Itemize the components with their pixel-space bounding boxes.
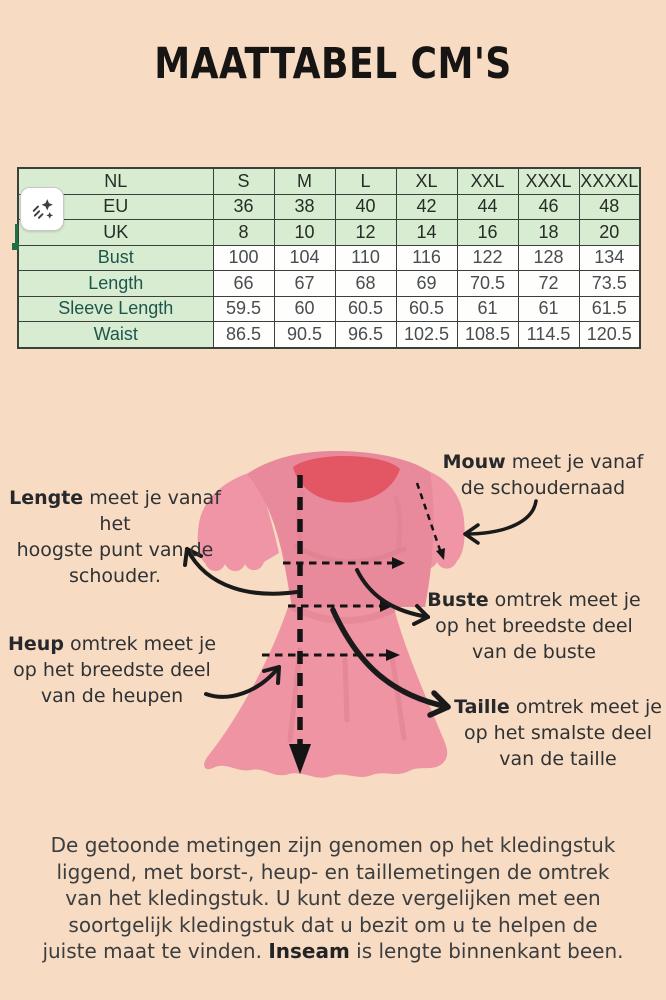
table-row [18,296,640,322]
table-cell: 73.5 [579,271,640,297]
table-cell: 40 [335,194,396,220]
table-cell: 120.5 [579,322,640,348]
annotation-taille [452,694,664,772]
table-cell: 42 [396,194,457,220]
table-cell: S [213,168,274,194]
annotation-line [426,587,642,613]
annotation-term: Mouw [442,451,506,473]
table-cell: M [274,168,335,194]
annotation-line: van de taille [499,748,617,770]
table-cell: 122 [457,245,518,271]
table-cell: 61 [518,296,579,322]
mouw-arrow [465,501,536,534]
table-row [18,271,640,297]
table-cell: 86.5 [213,322,274,348]
table-cell: 100 [213,245,274,271]
row-label: Bust [18,245,213,271]
annotation-text: omtrek meet je [63,633,217,655]
annotation-lengte [0,485,230,589]
annotation-line [8,631,216,657]
annotation-line: schouder. [69,565,161,587]
table-cell: 67 [274,271,335,297]
table-cell: 69 [396,271,457,297]
annotation-line [0,485,230,537]
table-cell: 46 [518,194,579,220]
table-cell: 96.5 [335,322,396,348]
table-cell: 61.5 [579,296,640,322]
spreadsheet-selection-handle [12,243,19,250]
annotation-term: Lengte [9,487,84,509]
dress-skirt [204,604,447,778]
annotation-term: Taille [454,696,510,718]
table-row [18,168,640,194]
table-cell: XXL [457,168,518,194]
annotation-line [452,694,664,720]
table-cell: 108.5 [457,322,518,348]
table-cell: 60 [274,296,335,322]
footer-line: liggend, met borst-, heup- en taillemetingen de omtrek [56,859,610,884]
row-label: Waist [18,322,213,348]
table-cell: 110 [335,245,396,271]
footer-line: soortgelijk kledingstuk dat u bezit om u te helpen de [68,912,598,937]
table-cell: 128 [518,245,579,271]
row-label: EU [18,194,213,220]
table-cell: 90.5 [274,322,335,348]
annotation-text: meet je vanaf [505,451,644,473]
footer-paragraph [13,832,653,965]
table-row [18,220,640,246]
row-label: Length [18,271,213,297]
table-cell: 10 [274,220,335,246]
annotation-mouw [436,449,650,501]
annotation-buste [426,587,642,665]
table-cell: XXXL [518,168,579,194]
table-cell: 14 [396,220,457,246]
annotation-heup [8,631,216,709]
table-cell: 44 [457,194,518,220]
table-cell: 20 [579,220,640,246]
size-table [17,167,641,349]
table-cell: 48 [579,194,640,220]
annotation-term: Heup [8,633,64,655]
table-cell: 38 [274,194,335,220]
table-cell: 72 [518,271,579,297]
page-title: MAATTABEL CM'S [154,39,512,89]
footer-line: van het kledingstuk. U kunt deze vergelijken met een [65,886,601,910]
annotation-line [436,449,650,475]
sparkle-button[interactable] [20,187,64,231]
annotation-text: omtrek meet je [488,589,641,611]
table-cell: XXXXL [579,168,640,194]
annotation-line: van de buste [472,641,596,663]
table-cell: 114.5 [518,322,579,348]
table-cell: 104 [274,245,335,271]
sparkle-icon [29,196,56,223]
table-row [18,245,640,271]
table-cell: 116 [396,245,457,271]
table-cell: 66 [213,271,274,297]
table-cell: 16 [457,220,518,246]
footer-line: juiste maat te vinden. Inseam is lengte binnenkant been. [42,939,624,963]
table-cell: L [335,168,396,194]
table-cell: 68 [335,271,396,297]
table-cell: 59.5 [213,296,274,322]
size-table-body [18,168,640,348]
row-label: NL [18,168,213,194]
annotation-text: meet je vanaf het [83,487,221,535]
annotation-term: Buste [427,589,489,611]
table-cell: 18 [518,220,579,246]
annotation-text: omtrek meet je [509,696,662,718]
annotation-line: de schoudernaad [460,477,626,499]
annotation-line: van de heupen [40,685,184,707]
annotation-line: op het smalste deel [463,722,653,744]
table-cell: 36 [213,194,274,220]
row-label: UK [18,220,213,246]
table-cell: 60.5 [396,296,457,322]
table-row [18,322,640,348]
annotation-line: hoogste punt van de [16,539,214,561]
annotation-line: op het breedste deel [435,615,633,637]
table-cell: 60.5 [335,296,396,322]
table-cell: 61 [457,296,518,322]
table-cell: XL [396,168,457,194]
inseam-term: Inseam [268,939,350,963]
table-cell: 102.5 [396,322,457,348]
table-cell: 8 [213,220,274,246]
table-cell: 70.5 [457,271,518,297]
annotation-line: op het breedste deel [13,659,211,681]
table-cell: 134 [579,245,640,271]
table-row [18,194,640,220]
row-label: Sleeve Length [18,296,213,322]
footer-line: De getoonde metingen zijn genomen op het kledingstuk [50,833,616,857]
table-cell: 12 [335,220,396,246]
